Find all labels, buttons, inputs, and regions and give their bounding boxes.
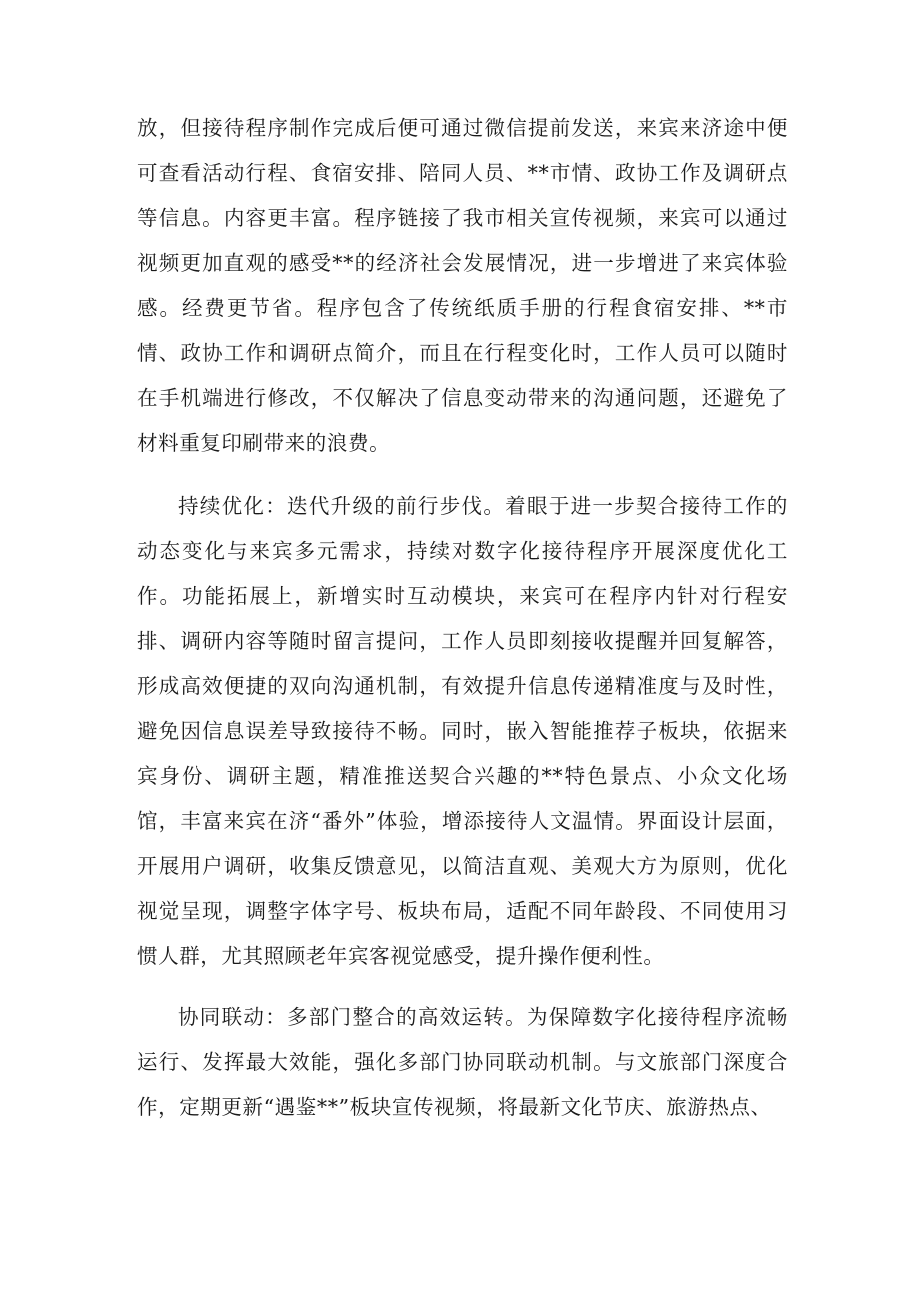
paragraph-continuous-optimization: 持续优化：迭代升级的前行步伐。着眼于进一步契合接待工作的动态变化与来宾多元需求，持续对数字化接待程序开展深度优化工作。功能拓展上，新增实时互动模块，来宾可在程序内针对行程安排、调研内容等随时留言提问，工作人员即刻接收提醒并回复解答，形成高效便捷的双向沟通机制，有效提升信息传递精准度与及时性，避免因信息误差导致接待不畅。同时，嵌入智能推荐子板块，依据来宾身份、调研主题，精准推送契合兴趣的**特色景点、小众文化场馆，丰富来宾在济“番外”体验，增添接待人文温情。界面设计层面，开展用户调研，收集反馈意见，以简洁直观、美观大方为原则，优化视觉呈现，调整字体字号、板块布局，适配不同年龄段、不同使用习惯人群，尤其照顾老年宾客视觉感受，提升操作便利性。: [137, 494, 788, 968]
paragraph-coordinated-linkage: 协同联动：多部门整合的高效运转。为保障数字化接待程序流畅运行、发挥最大效能，强化多部门协同联动机制。与文旅部门深度合作，定期更新“遇鉴**”板块宣传视频，将最新文化节庆、旅游热点、: [137, 1005, 788, 1119]
document-body: [137, 106, 788, 1130]
paragraph-reception-program-benefits: 放，但接待程序制作完成后便可通过微信提前发送，来宾来济途中便可查看活动行程、食宿安排、陪同人员、**市情、政协工作及调研点等信息。内容更丰富。程序链接了我市相关宣传视频，来宾可以通过视频更加直观的感受**的经济社会发展情况，进一步增进了来宾体验感。经费更节省。程序包含了传统纸质手册的行程食宿安排、**市情、政协工作和调研点简介，而且在行程变化时，工作人员可以随时在手机端进行修改，不仅解决了信息变动带来的沟通问题，还避免了材料重复印刷带来的浪费。: [137, 116, 788, 455]
